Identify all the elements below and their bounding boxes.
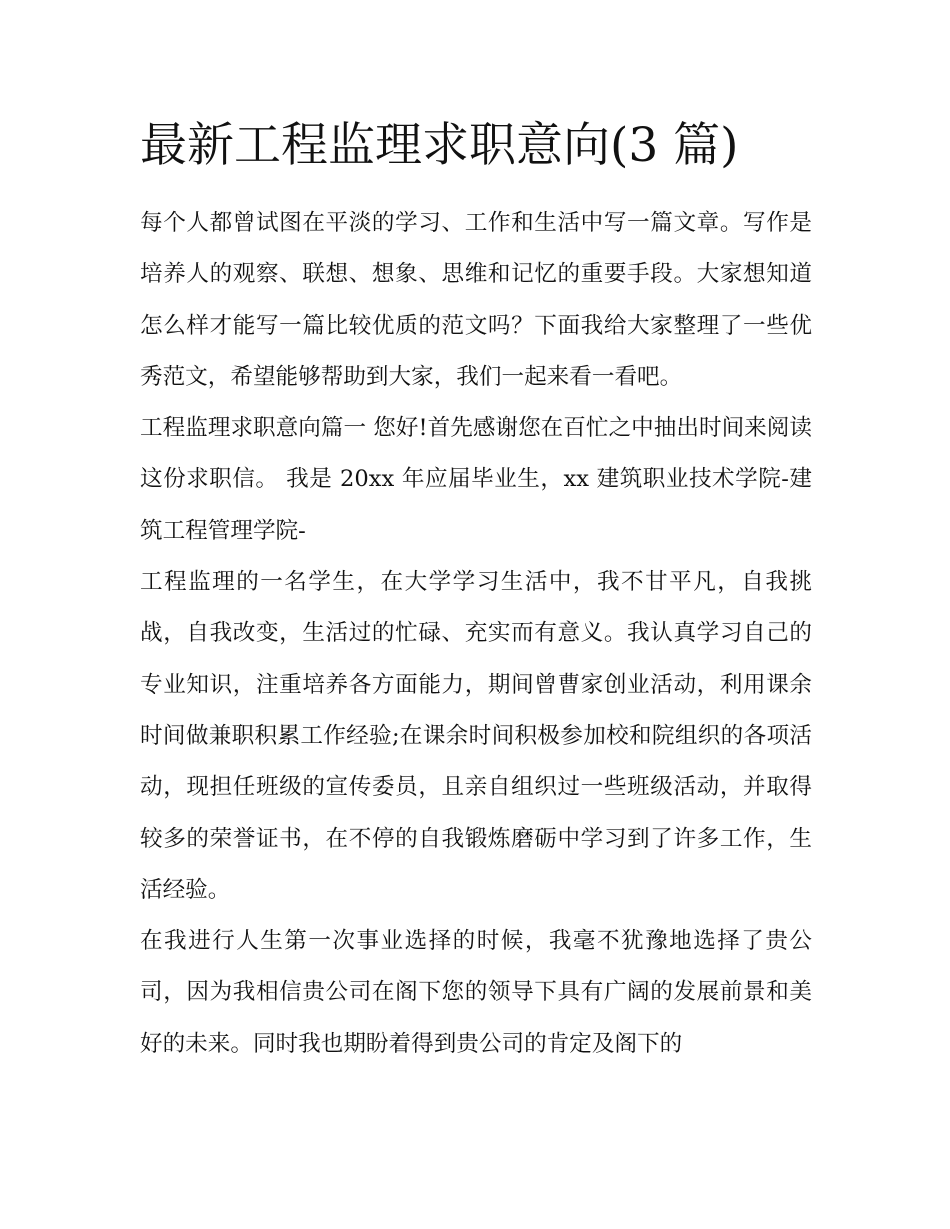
document-body <box>140 198 812 1070</box>
paragraph-greeting: 工程监理求职意向篇一 您好!首先感谢您在百忙之中抽出时间来阅读这份求职信。 我是 20xx 年应届毕业生，xx 建筑职业技术学院-建筑工程管理学院- <box>140 415 812 544</box>
paragraph-experience: 工程监理的一名学生，在大学学习生活中，我不甘平凡，自我挑战，自我改变，生活过的忙碌、充实而有意义。我认真学习自己的专业知识，注重培养各方面能力，期间曾曹家创业活动，利用课余时间做兼职积累工作经验;在课余时间积极参加校和院组织的各项活动，现担任班级的宣传委员，且亲自组织过一些班级活动，并取得较多的荣誉证书，在不停的自我锻炼磨砺中学习到了许多工作，生活经验。 <box>140 569 812 903</box>
paragraph-intro: 每个人都曾试图在平淡的学习、工作和生活中写一篇文章。写作是培养人的观察、联想、想象、思维和记忆的重要手段。大家想知道怎么样才能写一篇比较优质的范文吗？下面我给大家整理了一些优秀范文，希望能够帮助到大家，我们一起来看一看吧。 <box>140 210 812 390</box>
document-title: 最新工程监理求职意向(3 篇) <box>140 118 739 173</box>
paragraph-choice: 在我进行人生第一次事业选择的时候，我毫不犹豫地选择了贵公司，因为我相信贵公司在阁下您的领导下具有广阔的发展前景和美好的未来。同时我也期盼着得到贵公司的肯定及阁下的 <box>140 928 812 1057</box>
